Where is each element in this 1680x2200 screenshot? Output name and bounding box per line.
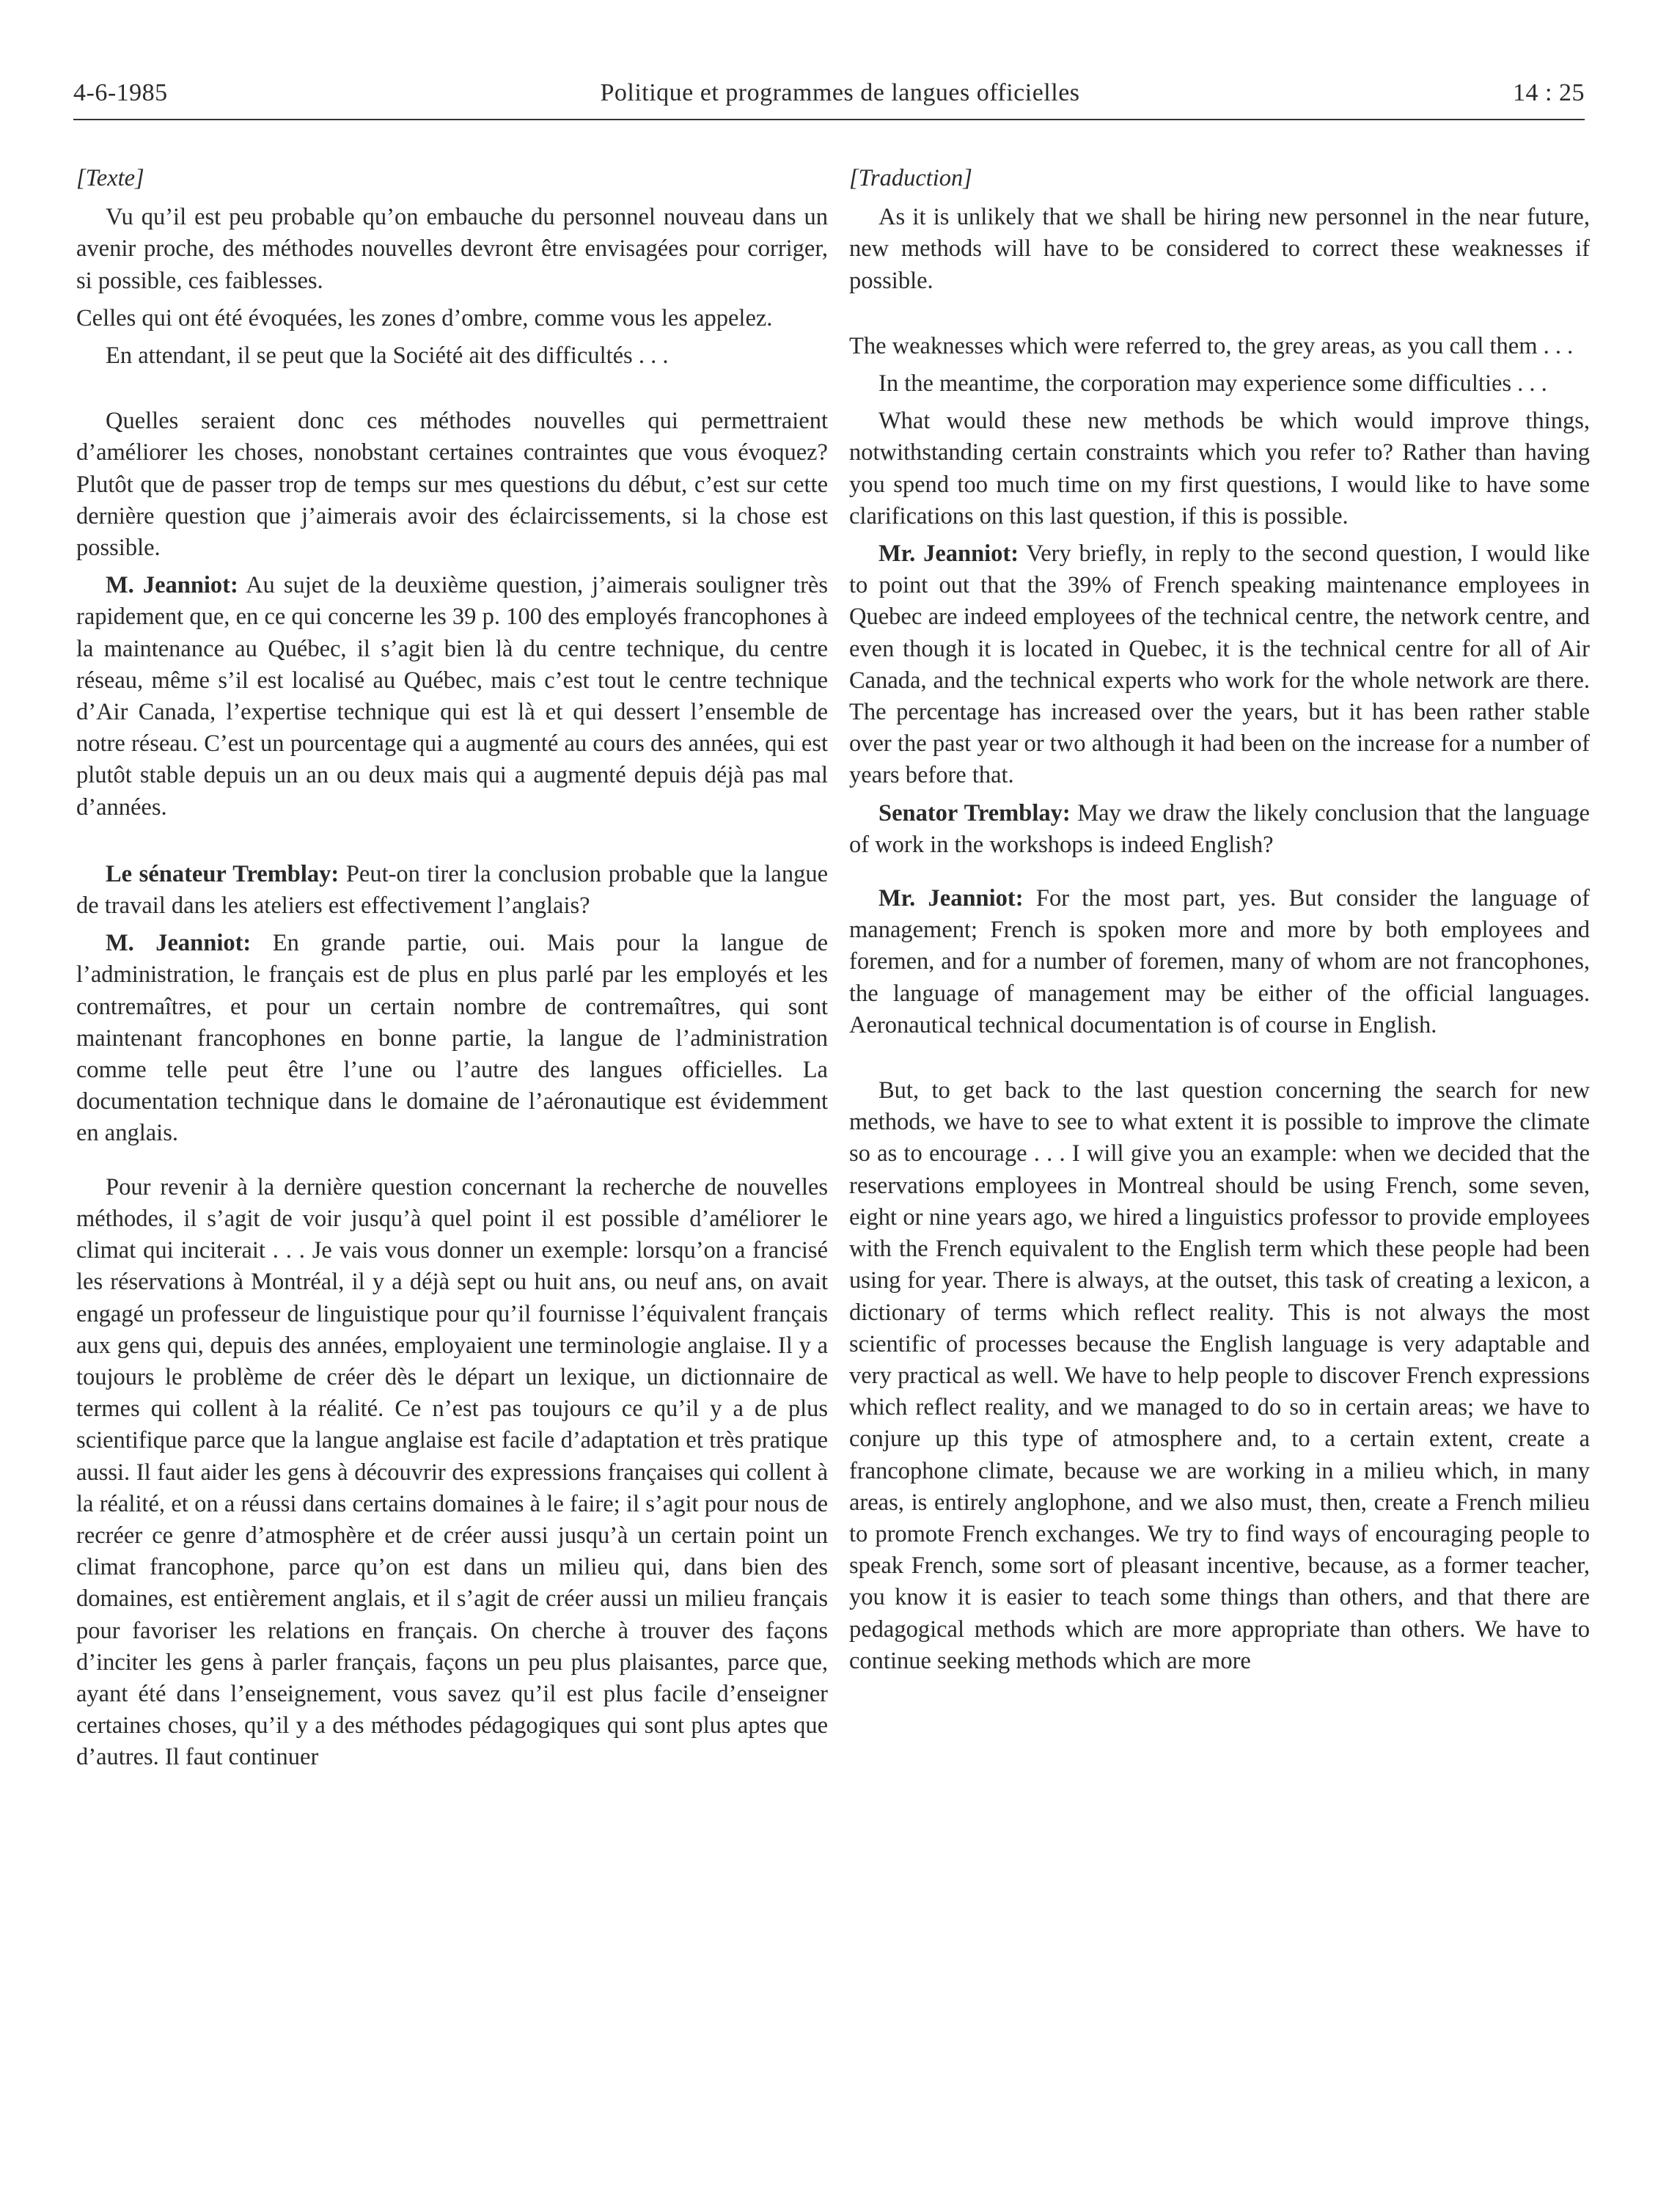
- section-label-english: [Traduction]: [849, 165, 972, 191]
- english-column: [849, 163, 1590, 1683]
- speech-text: Peut-on tirer la conclusion probable que la langue de travail dans les ateliers est effectivement l’anglais?: [76, 860, 828, 920]
- speech-paragraph: [76, 570, 828, 824]
- paragraph: What would these new methods be which would improve things, notwithstanding certain constraints which you refer to? Rather than having you spend too much time on my first questions, I would like to have some clarifications on this last question, if this is possible.: [849, 408, 1590, 529]
- speech-paragraph: [76, 859, 828, 922]
- paragraph: Pour revenir à la dernière question concernant la recherche de nouvelles méthodes, il s’agit de voir jusqu’à quel point il est possible d’améliorer le climat qui inciterait . . . Je vais vous donner un exemple: lorsqu’on a francisé les réservations à Montréal, il y a déjà sept ou huit ans, ou neuf ans, on avait engagé un professeur de linguistique pour qu’il fournisse l’équivalent français aux gens qui, depuis des années, employaient une terminologie anglaise. Il y a toujours le problème de créer dès le départ un lexique, un dictionnaire de termes qui collent à la réalité. Ce n’est pas toujours ce qu’il y a de plus scientifique parce que la langue anglaise est facile d’adaptation et très pratique aussi. Il faut aider les gens à découvrir des expressions françaises qui collent à la réalité, et on a réussi dans certains domaines à le faire; il s’agit pour nous de recréer ce genre d’atmosphère et de créer aussi jusqu’à un certain point un climat francophone, parce qu’on est dans un milieu qui, dans bien des domaines, est entièrement anglais, et il s’agit de créer aussi un milieu français pour favoriser les relations en français. On cherche à trouver des façons d’inciter les gens à parler français, façons un peu plus plaisantes, parce que, ayant été dans l’enseignement, vous savez qu’il est plus facile d’enseigner certaines choses, qu’il y a des méthodes pédagogiques qui sont plus aptes que d’autres. Il faut continuer: [76, 1173, 828, 1771]
- speaker-name: M. Jeanniot:: [106, 572, 238, 599]
- section-label-french: [Texte]: [76, 165, 144, 191]
- speaker-name: M. Jeanniot:: [106, 930, 252, 957]
- french-column: [76, 163, 828, 1780]
- speech-paragraph: [849, 798, 1590, 861]
- header-date: 4-6-1985: [73, 79, 168, 106]
- speaker-name: Senator Tremblay:: [878, 799, 1071, 826]
- speaker-name: Mr. Jeanniot:: [878, 540, 1019, 568]
- speech-paragraph: [849, 538, 1590, 792]
- paragraph: Quelles seraient donc ces méthodes nouvelles qui permettraient d’améliorer les choses, nonobstant certaines contraintes que vous évoquez? Plutôt que de passer trop de temps sur mes questions du début, c’est sur cette dernière question que j’aimerais avoir des éclaircissements, si la chose est possible.: [76, 408, 828, 562]
- speech-paragraph: [76, 928, 828, 1149]
- speech-paragraph: [849, 883, 1590, 1041]
- speech-text: For the most part, yes. But consider the language of management; French is spoken more and more by both employees and foremen, and for a number of foremen, many of whom are not francophones, the language of management may be either of the official languages. Aeronautical technical documentation is of course in English.: [849, 885, 1590, 1038]
- speaker-name: Le sénateur Tremblay:: [106, 860, 340, 887]
- paragraph: But, to get back to the last question concerning the search for new methods, we have to see to what extent it is possible to improve the climate so as to encourage . . . I will give you an example: when we decided that the reservations employees in Montreal should be using French, some seven, eight or nine years ago, we hired a linguistics professor to provide employees with the French equivalent to the English term which these people had been using for year. There is always, at the outset, this task of creating a lexicon, a dictionary of terms which reflect reality. This is not always the most scientific of processes because the English language is very adaptable and very practical as well. We have to help people to discover French expressions which reflect reality, and we managed to do so in certain areas; we have to conjure up this type of atmosphere and, to a certain extent, create a francophone climate, because we are working in a milieu which, in many areas, is entirely anglophone, and we also must, then, create a French milieu to promote French exchanges. We try to find ways of encouraging people to speak French, some sort of pleasant incentive, because, as a former teacher, you know it is easier to teach some things than others, and that there are pedagogical methods which are more appropriate than others. We have to continue seeking methods which are more: [849, 1077, 1590, 1674]
- paragraph: As it is unlikely that we shall be hiring new personnel in the near future, new methods will have to be considered to correct these weaknesses if possible.: [849, 204, 1590, 294]
- header-title: Politique et programmes de langues officielles: [600, 79, 1080, 106]
- speech-text: Au sujet de la deuxième question, j’aimerais souligner très rapidement que, en ce qui concerne les 39 p. 100 des employés francophones à la maintenance au Québec, il s’agit bien là du centre technique, du centre réseau, même s’il est localisé au Québec, mais c’est tout le centre technique d’Air Canada, l’expertise technique qui est là et qui dessert l’ensemble de notre réseau. C’est un pourcentage qui a augmenté au cours des années, qui est plutôt stable depuis un an ou deux mais qui a augmenté depuis déjà pas mal d’années.: [76, 572, 828, 821]
- paragraph: Celles qui ont été évoquées, les zones d’ombre, comme vous les appelez.: [76, 304, 773, 331]
- paragraph: In the meantime, the corporation may experience some difficulties . . .: [878, 370, 1547, 397]
- speech-text: May we draw the likely conclusion that the language of work in the workshops is indeed English?: [849, 799, 1590, 858]
- header-rule: [73, 119, 1585, 120]
- paragraph: Vu qu’il est peu probable qu’on embauche du personnel nouveau dans un avenir proche, des méthodes nouvelles devront être envisagées pour corriger, si possible, ces faiblesses.: [76, 204, 828, 294]
- speaker-name: Mr. Jeanniot:: [878, 885, 1024, 912]
- speech-text: Very briefly, in reply to the second question, I would like to point out that the 39% of French speaking maintenance employees in Quebec are indeed employees of the technical centre, the network centre, and even though it is located in Quebec, it is the technical centre for all of Air Canada, and the technical experts who work for the whole network are there. The percentage has increased over the years, but it has been rather stable over the past year or two although it had been on the increase for a number of years before that.: [849, 540, 1590, 789]
- paragraph: En attendant, il se peut que la Société ait des difficultés . . .: [106, 342, 669, 370]
- speech-text: En grande partie, oui. Mais pour la langue de l’administration, le français est de plus en plus parlé par les employés et les contremaîtres, et pour un certain nombre de contremaîtres, qui sont maintenant francophones en bonne partie, la langue de l’administration comme telle peut être l’une ou l’autre des langues officielles. La documentation technique dans le domaine de l’aéronautique est évidemment en anglais.: [76, 930, 828, 1147]
- header-page-number: 14 : 25: [1513, 79, 1585, 106]
- paragraph: The weaknesses which were referred to, the grey areas, as you call them . . .: [849, 332, 1574, 359]
